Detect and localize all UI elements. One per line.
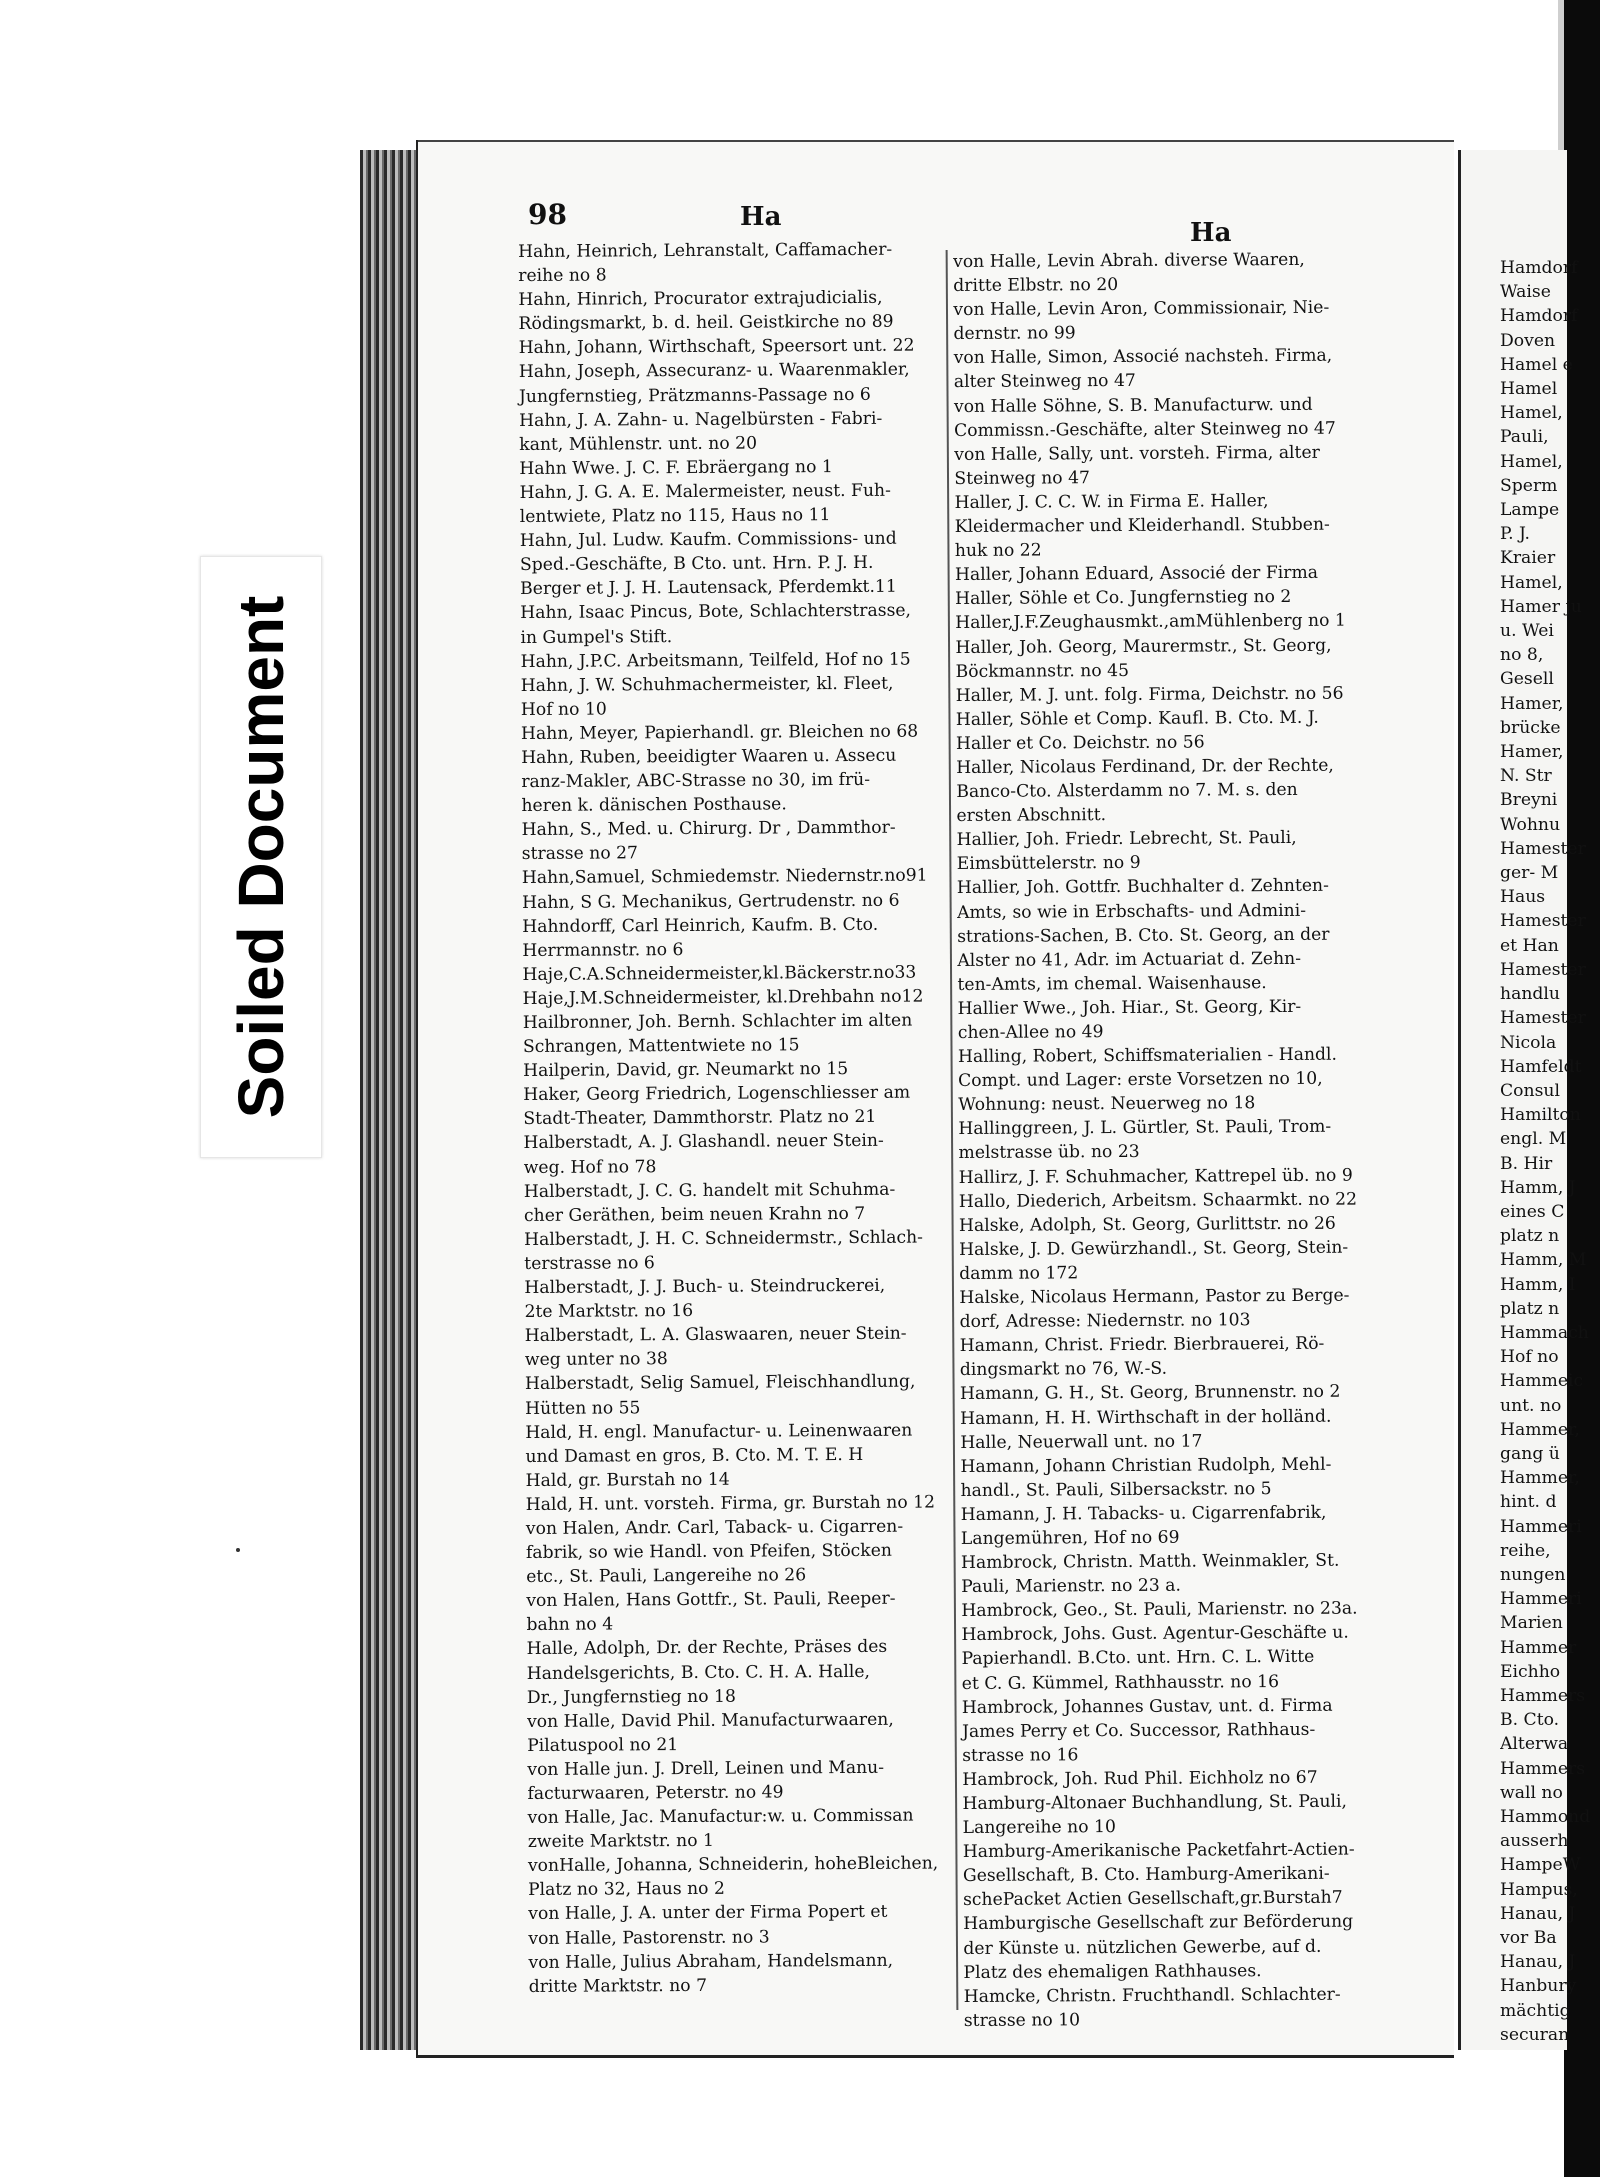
speck [236,1548,240,1552]
column-far-right [1500,256,1600,2047]
directory-line: schePacket Actien Gesellschaft,gr.Burstah7 [963,1888,1343,1911]
directory-line: Hamm, I [1500,1274,1576,1295]
directory-line: Halberstadt, J. J. Buch- u. Steindruckerei, [524,1275,886,1299]
directory-line: Hamel, [1500,403,1563,424]
directory-line: strasse no 16 [962,1745,1079,1766]
directory-line: und Damast en gros, B. Cto. M. T. E. H [525,1444,864,1467]
directory-line: Hahn, J.P.C. Arbeitsmann, Teilfeld, Hof no 15 [520,649,911,672]
directory-line: lentwiete, Platz no 115, Haus no 11 [519,505,831,528]
directory-line: Hamcke, Christn. Fruchthandl. Schlachter- [963,1984,1341,2007]
directory-line: bahn no 4 [526,1614,614,1636]
directory-line: Haller, J. C. C. W. in Firma E. Haller, [954,491,1269,513]
directory-line: Hahn, Heinrich, Lehranstalt, Caffamacher- [518,239,893,262]
directory-line: Amts, so wie in Erbschafts- und Admini- [956,900,1307,923]
directory-line: Hamester [1500,959,1586,980]
directory-line: Hammer, [1500,1419,1580,1440]
directory-line: Hamilton [1500,1105,1581,1126]
directory-line: Halling, Robert, Schiffsmaterialien - Handl. [957,1044,1338,1068]
directory-line: HampeW [1500,1855,1581,1876]
directory-line: Hanau, J [1500,1952,1576,1973]
directory-line: reihe no 8 [518,265,607,287]
directory-line: Hambrock, Joh. Rud Phil. Eichholz no 67 [962,1767,1318,1790]
directory-line: Papierhandl. B.Cto. unt. Hrn. C. L. Witte [961,1647,1315,1670]
directory-line: Hamester [1500,1008,1586,1029]
directory-line: Wohnung: neust. Neuerweg no 18 [958,1093,1256,1116]
directory-line: no 8, [1500,645,1544,666]
directory-line: Lampe [1500,500,1560,521]
directory-line: cher Geräthen, beim neuen Krahn no 7 [523,1203,866,1226]
directory-line: Halske, J. D. Gewürzhandl., St. Georg, Stein- [959,1237,1349,1260]
directory-line: dritte Marktstr. no 7 [528,1975,708,1997]
directory-line: Kraier [1500,548,1556,569]
directory-line: Hallier, Joh. Gottfr. Buchhalter d. Zehnten- [956,876,1329,899]
directory-line: B. Hir [1500,1153,1553,1174]
directory-line: vonHalle, Johanna, Schneiderin, hoheBleichen, [527,1853,939,1877]
directory-line: Langereihe no 10 [962,1817,1116,1839]
directory-line: von Halle, Pastorenstr. no 3 [528,1927,770,1949]
directory-line: Commissn.-Geschäfte, alter Steinweg no 47 [954,418,1336,441]
directory-line: Hammer [1500,1637,1577,1658]
directory-line: Haller, M. J. unt. folg. Firma, Deichstr. no 56 [955,683,1344,706]
directory-line: weg. Hof no 78 [523,1156,657,1178]
directory-line: brücke [1500,717,1561,738]
directory-line: Berger et J. J. H. Lautensack, Pferdemkt.11 [520,577,897,600]
directory-line: vor Ba [1500,1928,1557,1949]
directory-line: von Halle, Levin Abrah. diverse Waaren, [953,249,1305,272]
directory-line: securan [1500,2024,1570,2045]
column-left [518,237,999,1999]
directory-line: von Halen, Hans Gottfr., St. Pauli, Reeper- [526,1588,896,1612]
directory-line: Eichho [1500,1661,1561,1682]
directory-line: Hamm, M [1500,1250,1587,1271]
directory-line: Sped.-Geschäfte, B Cto. unt. Hrn. P. J. H. [519,553,874,576]
directory-line: Doven [1500,330,1556,351]
directory-line: Hallier, Joh. Friedr. Lebrecht, St. Pauli, [956,828,1297,851]
directory-line: strasse no 27 [521,843,639,865]
column-right [953,247,1434,2033]
directory-line: Schrangen, Mattentwiete no 15 [522,1035,800,1058]
directory-line: Hof no [1500,1347,1559,1368]
directory-line: von Halle, J. A. unter der Firma Popert et [528,1902,888,1925]
directory-line: Hahn, Isaac Pincus, Bote, Schlachterstrasse, [520,601,912,624]
directory-line: Sperm [1500,475,1558,496]
directory-line: Herrmannstr. no 6 [522,939,684,961]
directory-line: Hütten no 55 [525,1397,641,1419]
directory-line: Hammeri [1500,1589,1582,1610]
directory-line: Hambrock, Johs. Gust. Agentur-Geschäfte u. [961,1622,1349,1646]
directory-line: Böckmannstr. no 45 [955,660,1130,682]
directory-line: nungen [1500,1564,1566,1585]
directory-line: von Halle, David Phil. Manufacturwaaren, [526,1709,894,1732]
directory-line: etc., St. Pauli, Langereihe no 26 [526,1565,807,1588]
directory-line: P. J. [1500,524,1531,545]
directory-line: Banco-Cto. Alsterdamm no 7. M. s. den [956,779,1298,803]
directory-line: Hamann, G. H., St. Georg, Brunnenstr. no 2 [959,1382,1341,1405]
directory-line: Hahn, J. G. A. E. Malermeister, neust. Fuh- [519,480,891,503]
directory-line: damm no 172 [959,1263,1079,1284]
directory-line: von Halle, Jac. Manufactur:w. u. Commissan [527,1805,914,1829]
directory-line: Hamburgische Gesellschaft zur Beförderung [963,1912,1354,1935]
directory-line: ranz-Makler, ABC-Strasse no 30, im frü- [521,769,871,793]
directory-line: Hamann, Christ. Friedr. Bierbrauerei, Rö- [959,1333,1325,1357]
directory-line: Hallo, Diederich, Arbeitsm. Schaarmkt. no 22 [958,1189,1358,1212]
directory-line: Halberstadt, L. A. Glaswaaren, neuer Stein- [524,1323,907,1347]
directory-line: chen-Allee no 49 [957,1022,1104,1043]
directory-line: Hamm, J [1500,1177,1576,1198]
directory-line: ten-Amts, im chemal. Waisenhause. [957,972,1267,995]
directory-line: platz n [1500,1226,1560,1247]
directory-line: Haker, Georg Friedrich, Logenschliesser am [523,1082,911,1106]
directory-line: Hamel, [1500,572,1563,593]
directory-line: von Halle, Sally, unt. vorsteh. Firma, alter [954,442,1320,465]
directory-line: Consul [1500,1080,1560,1101]
directory-line: Hammers [1500,1685,1586,1706]
book-page-edges [360,150,420,2050]
directory-line: ersten Abschnitt. [956,805,1107,827]
directory-line: Hampus, [1500,1879,1578,1900]
directory-line: Halberstadt, Selig Samuel, Fleischhandlung, [524,1372,916,1395]
directory-line: et C. G. Kümmel, Rathhausstr. no 16 [961,1671,1280,1694]
directory-line: Hahn Wwe. J. C. F. Ebräergang no 1 [519,456,833,479]
directory-line: mächtig [1500,2000,1571,2021]
directory-line: Halle, Neuerwall unt. no 17 [960,1431,1203,1453]
directory-line: Eimsbüttelerstr. no 9 [956,853,1141,875]
directory-line: Wohnu [1500,814,1561,835]
directory-line: Pauli, Marienstr. no 23 a. [961,1575,1181,1598]
directory-line: Pilatuspool no 21 [527,1734,679,1756]
directory-line: Hailbronner, Joh. Bernh. Schlachter im alten [522,1010,913,1033]
directory-line: handl., St. Pauli, Silbersackstr. no 5 [960,1478,1272,1501]
directory-line: Hamdorf [1500,306,1578,327]
directory-line: Nicola [1500,1032,1557,1053]
directory-line: Hamann, H. H. Wirthschaft in der holländ. [960,1406,1332,1429]
directory-line: Marien [1500,1613,1563,1634]
directory-line: Hamann, Johann Christian Rudolph, Mehl- [960,1454,1332,1477]
directory-line: B. Cto. [1500,1710,1560,1731]
directory-line: Hahn, Meyer, Papierhandl. gr. Bleichen no 68 [520,721,919,744]
directory-line: Steinweg no 47 [954,468,1090,489]
directory-line: Hahn, Johann, Wirthschaft, Speersort unt. 22 [518,335,915,359]
directory-line: reihe, [1500,1540,1551,1561]
directory-line: Handelsgerichts, B. Cto. C. H. A. Halle, [526,1661,871,1684]
directory-line: 2te Marktstr. no 16 [524,1301,694,1323]
directory-line: Platz des ehemaligen Rathhauses. [963,1960,1262,1983]
directory-line: Hahn,Samuel, Schmiedemstr. Niedernstr.no91 [521,865,928,889]
directory-line: Hamburg-Amerikanische Packetfahrt-Actien- [962,1839,1355,1863]
directory-line: Halle, Adolph, Dr. der Rechte, Präses des [526,1637,888,1660]
directory-line: Compt. und Lager: erste Vorsetzen no 10, [958,1068,1323,1092]
directory-line: Dr., Jungfernstieg no 18 [526,1686,736,1708]
directory-line: Hamann, J. H. Tabacks- u. Cigarrenfabrik, [960,1502,1327,1525]
directory-line: Hallinggreen, J. L. Gürtler, St. Pauli, Trom- [958,1117,1332,1140]
directory-line: Halske, Adolph, St. Georg, Gurlittstr. no 26 [958,1213,1336,1236]
directory-line: platz n [1500,1298,1560,1319]
directory-line: Hammeri [1500,1516,1582,1537]
directory-line: Hamester [1500,911,1586,932]
directory-line: Stadt-Theater, Dammthorstr. Platz no 21 [523,1107,877,1130]
directory-line: Hamel, [1500,451,1563,472]
directory-line: Hahn, Hinrich, Procurator extrajudicialis, [518,287,883,311]
side-label-text: Soiled Document [225,595,297,1119]
directory-line: Breyni [1500,790,1558,811]
directory-line: hint. d [1500,1492,1557,1513]
directory-line: Hahndorff, Carl Heinrich, Kaufm. B. Cto. [522,914,879,937]
directory-line: Haller et Co. Deichstr. no 56 [955,732,1205,754]
directory-line: handlu [1500,984,1560,1005]
directory-line: James Perry et Co. Successor, Rathhaus- [961,1719,1316,1742]
directory-line: Pauli, [1500,427,1549,448]
directory-line: Waise [1500,282,1551,303]
directory-line: strations-Sachen, B. Cto. St. Georg, an der [957,924,1330,947]
page-number: 98 [528,198,567,231]
directory-line: Hammach [1500,1322,1589,1343]
directory-line: von Halle, Levin Aron, Commissionair, Nie- [953,297,1330,321]
directory-line: Hamer ju [1500,596,1582,617]
directory-line: Hamel e [1500,354,1573,375]
directory-line: fabrik, so wie Handl. von Pfeifen, Stöcken [525,1540,892,1564]
directory-line: weg unter no 38 [524,1349,668,1371]
directory-line: Hanbury [1500,1976,1577,1997]
directory-line: Haller,J.F.Zeughausmkt.,amMühlenberg no 1 [955,611,1346,634]
directory-line: Hamer, [1500,693,1564,714]
directory-line: Gesellschaft, B. Cto. Hamburg-Amerikani- [962,1864,1330,1887]
directory-line: Hof no 10 [520,699,607,720]
directory-line: Hammers [1500,1758,1586,1779]
header-right: Ha [1190,218,1232,248]
directory-line: Hamfeldt [1500,1056,1582,1077]
directory-line: Hammer, [1500,1468,1580,1489]
directory-line: engl. M [1500,1129,1567,1150]
directory-line: Halske, Nicolaus Hermann, Pastor zu Berge- [959,1285,1350,1309]
directory-line: gang ü [1500,1443,1560,1464]
directory-line: Halberstadt, A. J. Glashandl. neuer Stein- [523,1131,884,1154]
directory-line: Hamburg-Altonaer Buchhandlung, St. Pauli, [962,1791,1348,1814]
directory-line: Haller, Nicolaus Ferdinand, Dr. der Rechte, [956,755,1334,778]
directory-line: strasse no 10 [963,2010,1081,2031]
directory-line: Haller, Johann Eduard, Associé der Firma [954,562,1319,586]
directory-line: Rödingsmarkt, b. d. heil. Geistkirche no 89 [518,311,894,335]
directory-line: N. Str [1500,766,1552,787]
directory-line: Alterwa [1500,1734,1569,1755]
directory-line: unt. no [1500,1395,1562,1416]
directory-line: facturwaaren, Peterstr. no 49 [527,1782,784,1804]
directory-line: Hallier Wwe., Joh. Hiar., St. Georg, Kir- [957,996,1302,1019]
directory-line: Kleidermacher und Kleiderhandl. Stubben- [954,514,1330,538]
soiled-document-label [200,556,322,1158]
book-page [416,140,1454,2058]
directory-line: dernstr. no 99 [953,323,1076,345]
directory-line: Hambrock, Geo., St. Pauli, Marienstr. no 23a. [961,1598,1358,1622]
directory-line: der Künste u. nützlichen Gewerbe, auf d. [963,1936,1322,1959]
directory-line: Haller, Söhle et Co. Jungfernstieg no 2 [955,587,1292,610]
directory-line: Hald, gr. Burstah no 14 [525,1469,730,1491]
directory-line: terstrasse no 6 [524,1253,655,1274]
directory-line: Hahn, S., Med. u. Chirurg. Dr , Dammthor- [521,817,896,841]
directory-line: Hammond [1500,1807,1591,1827]
directory-line: Hamel [1500,379,1558,400]
directory-line: dorf, Adresse: Niedernstr. no 103 [959,1310,1251,1333]
directory-line: Hamester [1500,838,1586,859]
directory-line: dritte Elbstr. no 20 [953,275,1119,297]
directory-line: Haus [1500,887,1546,908]
directory-line: Haje,J.M.Schneidermeister, kl.Drehbahn no12 [522,986,924,1009]
directory-line: Haje,C.A.Schneidermeister,kl.Bäckerstr.no33 [522,962,917,985]
directory-line: Platz no 32, Haus no 2 [528,1879,725,1901]
directory-line: Hailperin, David, gr. Neumarkt no 15 [523,1059,849,1082]
directory-line: in Gumpel's Stift. [520,626,673,648]
directory-line: von Halle, Julius Abraham, Handelsmann, [528,1950,894,1973]
directory-line: Langemühren, Hof no 69 [960,1527,1180,1549]
directory-line: zweite Marktstr. no 1 [527,1831,715,1853]
directory-line: Hallirz, J. F. Schuhmacher, Kattrepel üb. no 9 [958,1165,1353,1188]
directory-line: Hanau, J [1500,1903,1576,1924]
directory-line: Hahn, Ruben, beeidigter Waaren u. Assecu [521,745,897,768]
directory-line: Hahn, Joseph, Assecuranz- u. Waarenmakler, [518,360,910,383]
directory-line: von Halle jun. J. Drell, Leinen und Manu- [527,1757,885,1780]
directory-line: Hambrock, Johannes Gustav, unt. d. Firma [961,1695,1333,1718]
directory-line: Haller, Söhle et Comp. Kaufl. B. Cto. M. J. [955,707,1319,730]
directory-line: heren k. dänischen Posthause. [521,794,787,817]
directory-line: Hahn, J. A. Zahn- u. Nagelbürsten - Fabri- [519,408,883,431]
directory-line: ausserh [1500,1831,1569,1852]
directory-line: Hahn, J. W. Schuhmachermeister, kl. Fleet, [520,673,894,696]
directory-line: Hamer, [1500,742,1564,763]
directory-line: Hamdorf [1500,258,1578,278]
directory-line: Hald, H. engl. Manufactur- u. Leinenwaaren [525,1420,913,1443]
directory-line: eines C [1500,1201,1565,1222]
directory-line: Gesell [1500,669,1554,690]
directory-line: ger- M [1500,863,1559,884]
directory-line: Jungfernstieg, Prätzmanns-Passage no 6 [518,384,871,407]
directory-line: huk no 22 [954,540,1042,562]
directory-line: Haller, Joh. Georg, Maurermstr., St. Georg, [955,635,1332,658]
directory-line: Hammeic [1500,1371,1584,1392]
directory-line: von Halen, Andr. Carl, Taback- u. Cigarren- [525,1516,904,1539]
directory-line: Hahn, S G. Mechanikus, Gertrudenstr. no 6 [521,890,900,913]
directory-line: et Han [1500,935,1559,956]
directory-line: dingsmarkt no 76, W.-S. [959,1359,1168,1381]
directory-line: melstrasse üb. no 23 [958,1142,1140,1164]
directory-line: Halberstadt, J. C. G. handelt mit Schuhma- [523,1179,896,1202]
directory-line: von Halle, Simon, Associé nachsteh. Firma, [953,346,1333,369]
directory-line: Hald, H. unt. vorsteh. Firma, gr. Burstah no 12 [525,1492,936,1515]
header-left: Ha [740,202,782,232]
directory-line: kant, Mühlenstr. unt. no 20 [519,433,758,455]
directory-line: Halberstadt, J. H. C. Schneidermstr., Schlach- [524,1227,924,1250]
directory-line: Alster no 41, Adr. im Actuariat d. Zehn- [957,948,1302,971]
directory-line: alter Steinweg no 47 [953,371,1136,393]
directory-line: Hambrock, Christn. Matth. Weinmakler, St. [960,1550,1340,1574]
directory-line: wall no [1500,1782,1563,1803]
directory-line: Hahn, Jul. Ludw. Kaufm. Commissions- und [519,528,897,552]
directory-line: von Halle Söhne, S. B. Manufacturw. und [953,394,1313,417]
directory-line: u. Wei [1500,621,1554,642]
